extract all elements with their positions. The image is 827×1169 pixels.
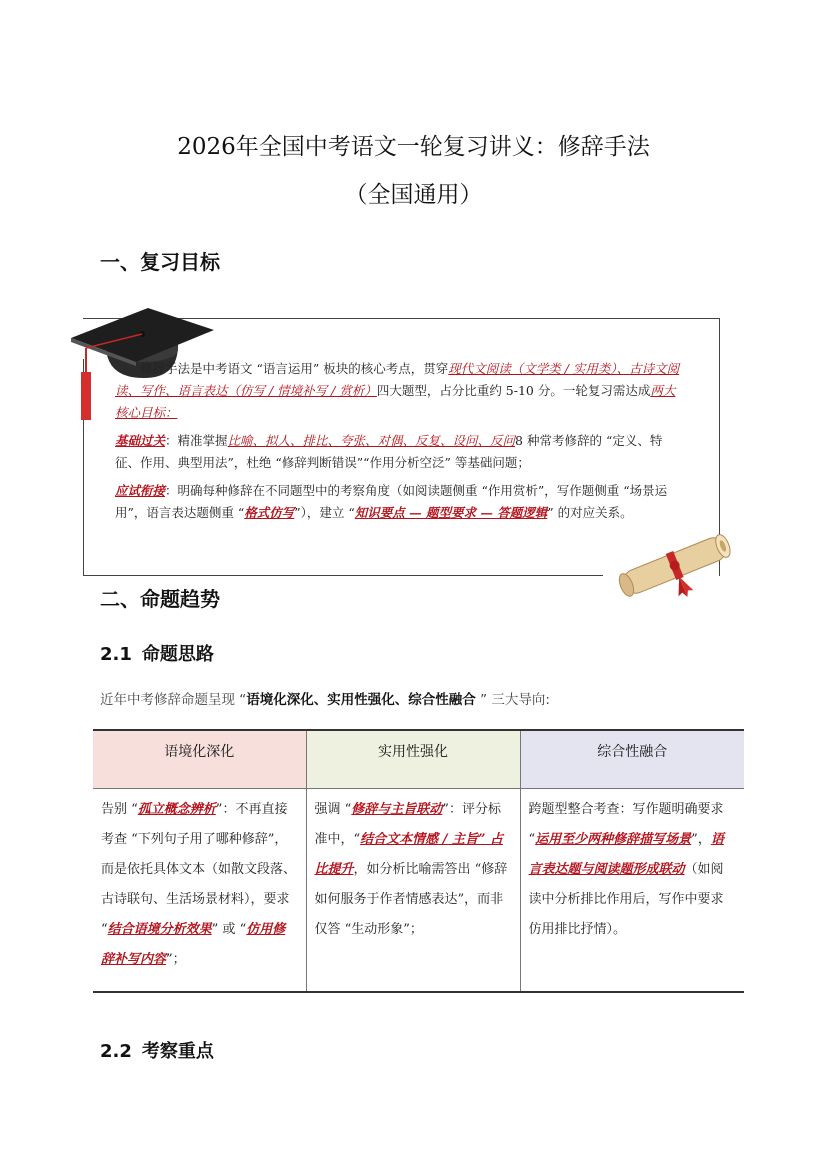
goal-para2-red: 比喻、拟人、排比、夸张、对偶、反复、设问、反问 (227, 433, 516, 448)
goal-para1-red2: 两大核心目标： (115, 383, 676, 420)
cell-text: 跨题型整合考查：写作题明确要求 “ (528, 802, 724, 847)
subsection-heading-2-1 (100, 640, 214, 666)
cell-text: （如阅读中分析排比作用后，写作中要求仿用排比抒情）。 (528, 862, 724, 937)
goal-para3-post: ” 的对应关系。 (547, 505, 633, 520)
intro-bold: 语境化深化、实用性强化、综合性融合 (246, 692, 476, 708)
table-header-cell: 语境化深化 (93, 730, 306, 789)
cell-emphasis: 孤立概念辨析 (137, 802, 216, 817)
page-title: 2026年全国中考语文一轮复习讲义：修辞手法 (177, 134, 650, 160)
goal-para2-post: 8 种常考修辞的 “定义、特征、作用、典型用法”，杜绝 “修辞判断错误”“作用分析空泛” 等基础问题； (115, 433, 663, 470)
goal-para3-pre: ：明确每种修辞在不同题型中的考察角度（如阅读题侧重 “作用赏析”，写作题侧重 “场景运用”，语言表达题侧重 “ (115, 483, 668, 520)
goal-para2-lead: 基础过关 (115, 433, 166, 448)
intro-pre: 近年中考修辞命题呈现 “ (100, 692, 247, 708)
table-header-cell: 综合性融合 (520, 730, 744, 789)
goal-para2-pre: ：精准掌握 (165, 433, 228, 448)
goal-para3-lead: 应试衔接 (115, 483, 166, 498)
intro-post: ” 三大导向: (475, 692, 550, 708)
goal-para1-red1: 现代文阅读（文学类 / 实用类）、古诗文阅读、写作、语言表达（仿写 / 情境补写 / 赏析） (115, 361, 680, 398)
table-cell-contextual (93, 789, 306, 993)
table-cell-integrated (520, 789, 744, 993)
goal-para1-mid: 四大题型，占分比重约 5-10 分。一轮复习需达成 (376, 383, 651, 398)
cell-emphasis: 运用至少两种修辞描写场景 (535, 832, 692, 847)
goal-para3-mid: ”），建立 “ (294, 505, 355, 520)
section-heading-goals: 一、复习目标 (100, 250, 220, 274)
cell-text: ”：不再直接考查 “下列句子用了哪种修辞”，而是依托具体文本（如散文段落、古诗联句、生活场景材料），要求 “ (101, 802, 297, 937)
subsection-title: 命题思路 (141, 644, 214, 665)
cell-text: ” 或 “ (211, 922, 247, 937)
goal-para1-pre: 修辞手法是中考语文 “语言运用” 板块的核心考点，贯穿 (140, 361, 449, 376)
trend-intro (100, 688, 550, 708)
table-row (93, 789, 744, 993)
cell-text: ”； (166, 952, 186, 967)
cell-text: ”：评分标准中，“ (314, 802, 501, 847)
goal-para3-red1: 格式仿写 (244, 505, 295, 520)
goal-para3-red2: 知识要点 — 题型要求 — 答题逻辑 (354, 505, 548, 520)
subsection-number: 2.1 (100, 644, 132, 665)
cell-emphasis: 仿用修辞补写内容 (101, 922, 286, 967)
page-subtitle: （全国通用） (344, 182, 483, 208)
cell-text: ”， (691, 832, 711, 847)
diploma-scroll-icon (608, 530, 738, 598)
subsection-title: 考察重点 (141, 1041, 214, 1062)
cell-emphasis: 结合文本情感 / 主旨” 占比提升 (314, 832, 503, 877)
trend-table (93, 729, 744, 993)
cell-emphasis: 修辞与主旨联动 (351, 802, 443, 817)
cell-text: ，如分析比喻需答出 “修辞如何服务于作者情感表达”，而非仅答 “生动形象”； (314, 862, 508, 937)
cell-emphasis: 语言表达题与阅读题形成联动 (528, 832, 724, 877)
cell-emphasis: 结合语境分析效果 (107, 922, 212, 937)
subsection-heading-2-2 (100, 1037, 214, 1063)
cell-text: 告别 “ (101, 802, 138, 817)
section-heading-trends: 二、命题趋势 (100, 587, 220, 611)
goal-text (115, 358, 685, 530)
table-header-cell: 实用性强化 (306, 730, 520, 789)
table-header-row (93, 730, 744, 789)
subsection-number: 2.2 (100, 1041, 132, 1062)
table-cell-practical (306, 789, 520, 993)
cell-text: 强调 “ (314, 802, 352, 817)
